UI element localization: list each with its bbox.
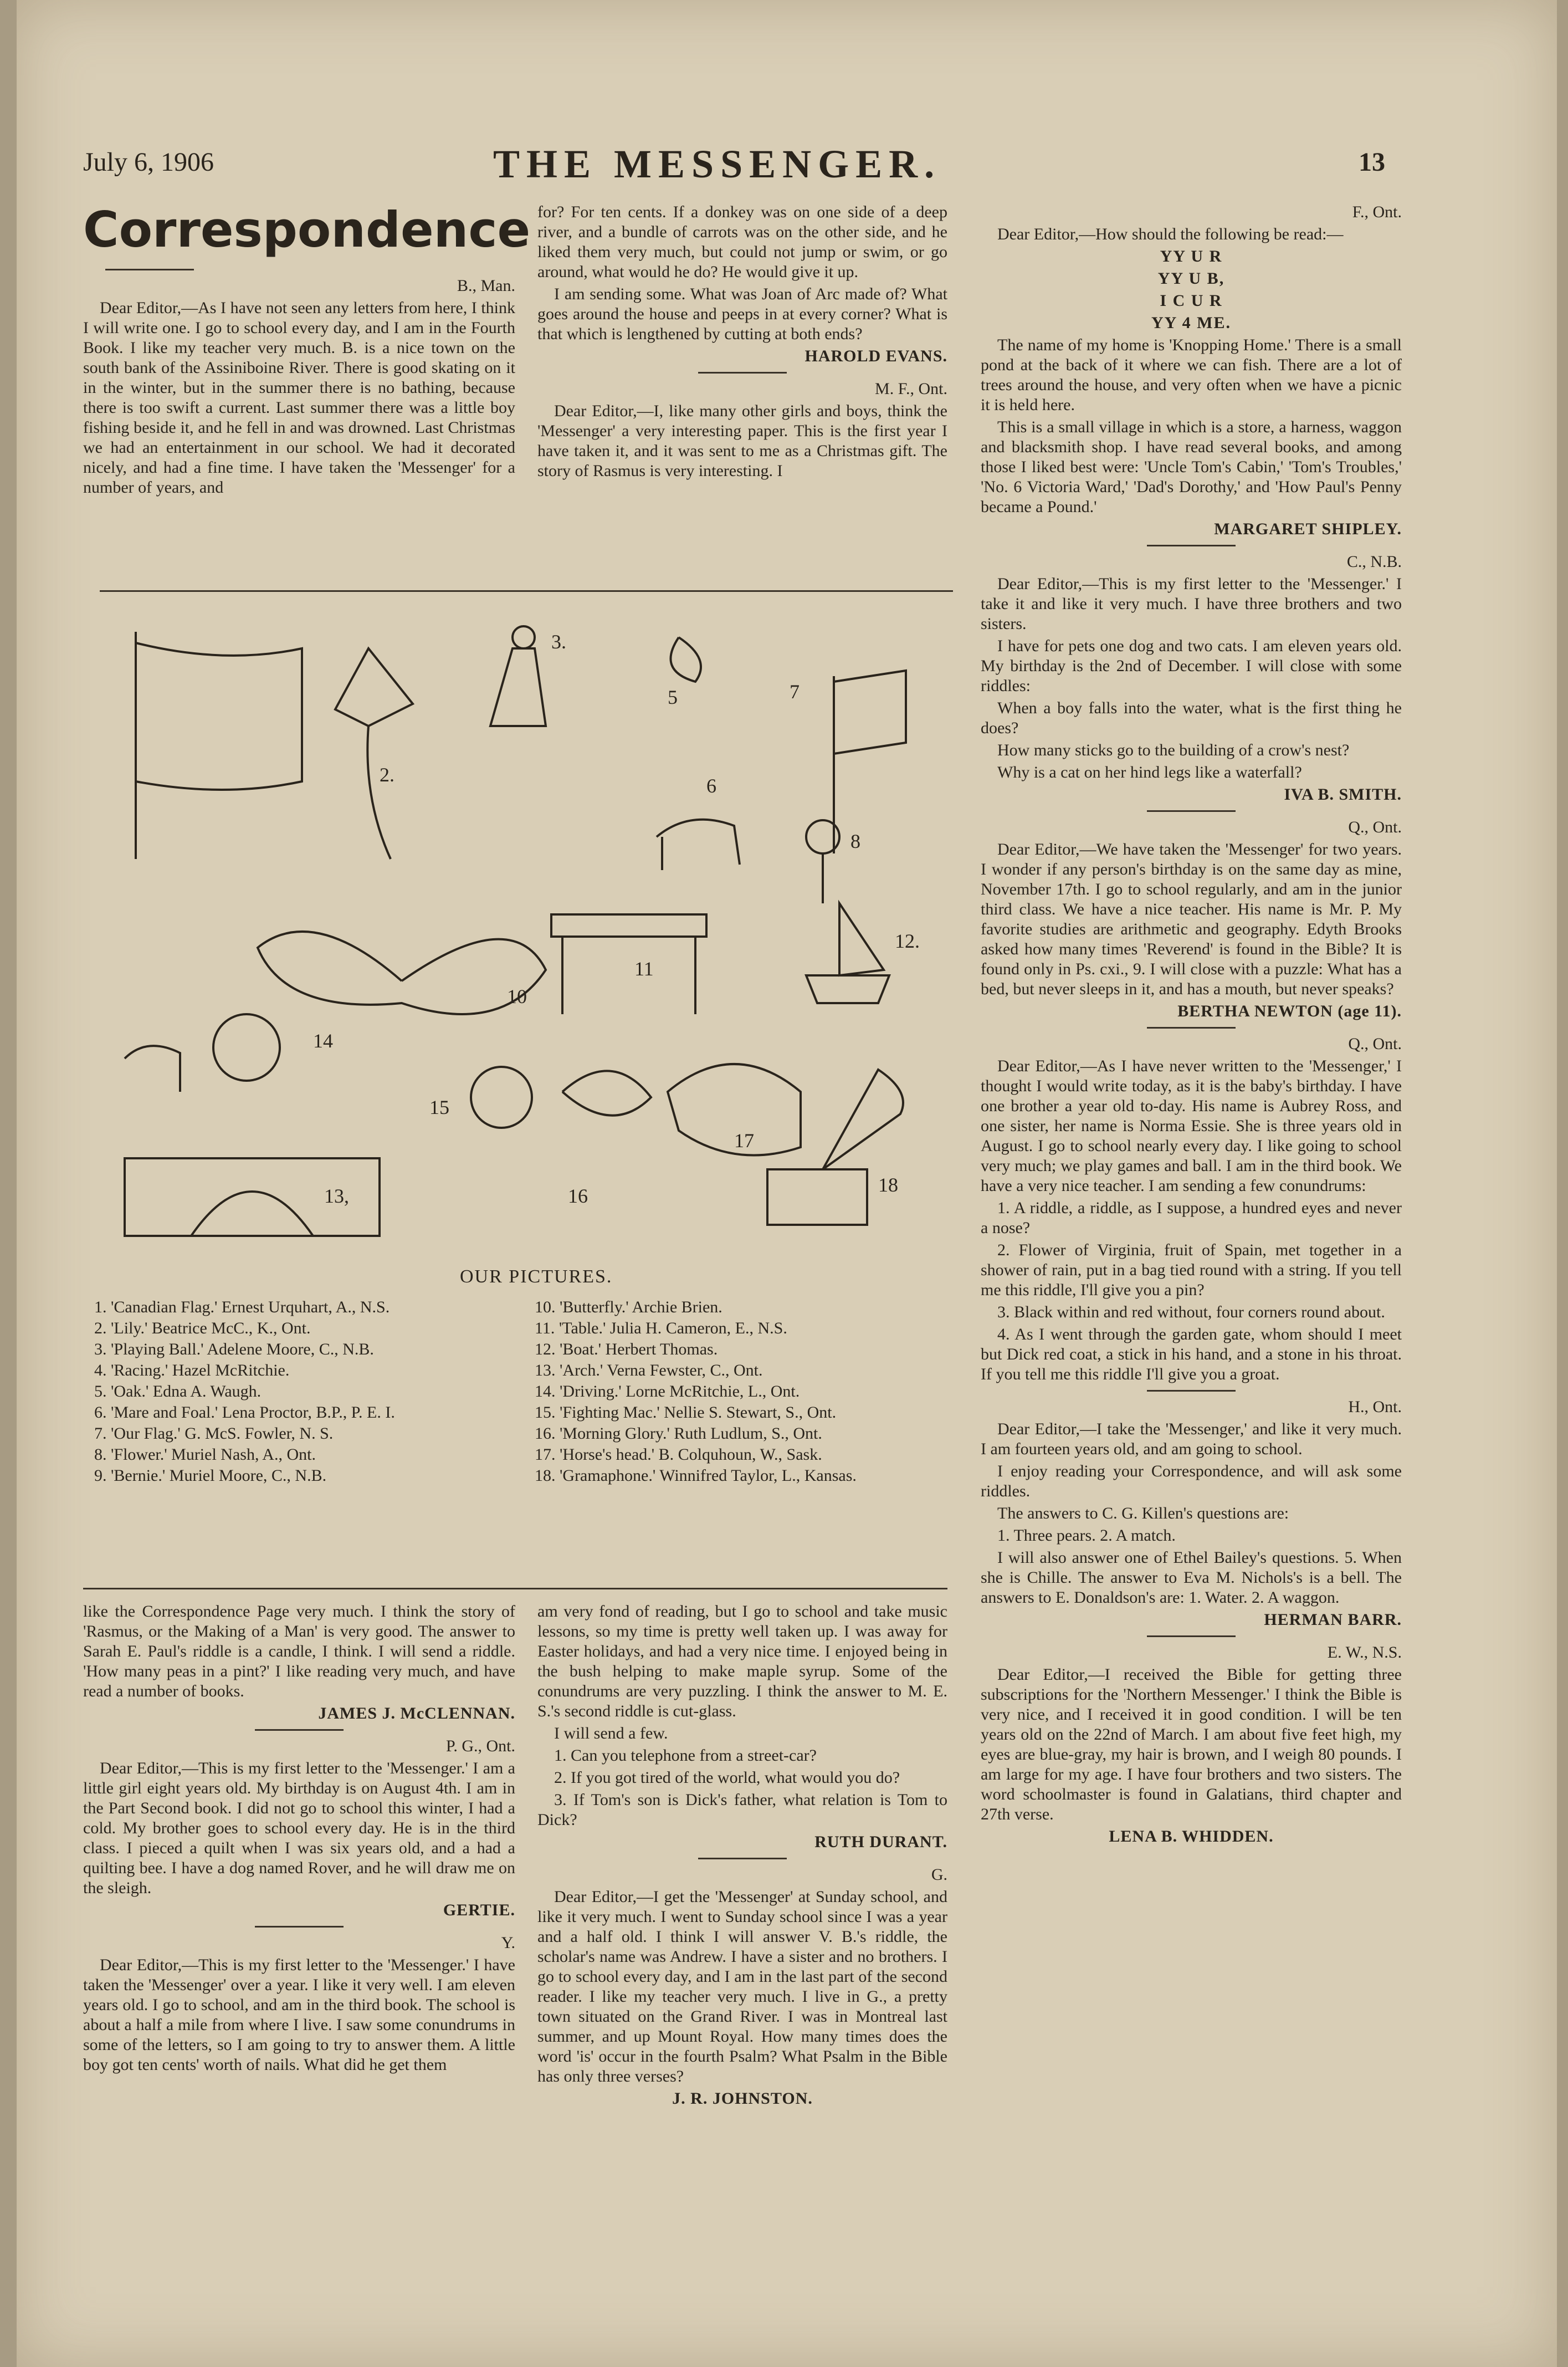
letter-place: H., Ont. — [1348, 1398, 1402, 1416]
letter-body: Dear Editor,—As I have not seen any letters from here, I think I will write one. I go to school every day, and I am in the Fourth Book. I like my teacher very much. B. is a nice town on the south bank of the Assiniboine River. There is good skating on it in the winter, but in the summer there is no bathing, because there is too swift a current. Last summer there was a little boy fishing beside it, and he fell in and was drowned. Last Christmas we had an entertainment in our school. We had it decorated nicely, and had a fine time. I have taken the 'Messenger' for a number of years, and — [83, 299, 515, 497]
picture-number: 3. — [551, 631, 566, 653]
section-heading: Correspondence — [83, 201, 531, 258]
horse-drawing — [125, 1046, 180, 1092]
mare-drawing — [657, 820, 740, 870]
letter-body: Dear Editor,—I take the 'Messenger,' and like it very much. I am fourteen years old, and am going to school. — [981, 1420, 1402, 1458]
riddle-item: 3. If Tom's son is Dick's father, what relation is Tom to Dick? — [537, 1791, 947, 1829]
picture-caption: 9. 'Bernie.' Muriel Moore, C., N.B. — [94, 1466, 327, 1485]
short-rule — [255, 1926, 344, 1928]
picture-number: 14 — [313, 1030, 333, 1052]
letter-body: Dear Editor,—This is my first letter to the 'Messenger.' I am a little girl eight years old. My birthday is on August 4th. I am in the Part Second book. I did not go to school this winter, I had a cold. My brother goes to school every day. He is in the third class. I pieced a quilt when I was six years old, and a had a quilting bee. I have a dog named Rover, and he will draw me on the sleigh. — [83, 1759, 515, 1897]
column-2-top — [537, 202, 947, 483]
girl-head-drawing — [513, 626, 535, 648]
short-rule — [105, 269, 194, 270]
letter-body: am very fond of reading, but I go to school and take music lessons, so my time is pretty well taken up. I was away for Easter holidays, and had a very nice time. I enjoyed being in the bush helping to make maple syrup. Some of the conundrums are very puzzling. I think the answer to M. E. S.'s second riddle is cut-glass. — [537, 1602, 947, 1720]
column-2-bottom — [537, 1602, 947, 2111]
picture-number: 16 — [568, 1185, 588, 1207]
letter-body: Dear Editor,—We have taken the 'Messenger' for two years. I wonder if any person's birthday is on the same day as mine, November 17th. I go to school regularly, and am in the junior third class. We have a nice teacher. His name is Mr. P. My favorite studies are arithmetic and geography. Edyth Brooks asked how many times 'Reverend' is found in the Bible? It is found only in Ps. cxi., 9. I will close with a puzzle: What has a bed, but never sleeps in it, and has a mouth, but never speaks? — [981, 840, 1402, 998]
oak-leaf-drawing — [670, 637, 701, 682]
portrait-drawing — [471, 1067, 532, 1128]
our-flag-drawing — [834, 671, 906, 754]
letter-place: F., Ont. — [1352, 203, 1402, 221]
letter-body: 1. Three pears. 2. A match. — [997, 1526, 1176, 1545]
girl-dress-drawing — [490, 648, 546, 726]
lily-flower-drawing — [335, 648, 413, 726]
issue-date: July 6, 1906 — [83, 147, 214, 177]
short-rule — [1147, 810, 1236, 812]
picture-caption: 8. 'Flower.' Muriel Nash, A., Ont. — [94, 1445, 316, 1464]
picture-caption: 18. 'Gramaphone.' Winnifred Taylor, L., Kansas. — [535, 1466, 857, 1485]
riddle-item: How many sticks go to the building of a crow's nest? — [997, 741, 1350, 759]
cart-wheel-drawing — [213, 1014, 280, 1081]
picture-number: 18 — [878, 1174, 898, 1196]
riddle-item: 3. Black within and red without, four corners round about. — [997, 1303, 1385, 1321]
picture-caption: 13. 'Arch.' Verna Fewster, C., Ont. — [535, 1361, 763, 1379]
table-drawing — [551, 914, 706, 1014]
letter-signature: MARGARET SHIPLEY. — [1214, 520, 1402, 538]
letter-place: E. W., N.S. — [1327, 1643, 1402, 1661]
picture-caption: 5. 'Oak.' Edna A. Waugh. — [94, 1382, 262, 1400]
pictures-title: OUR PICTURES. — [460, 1266, 613, 1287]
picture-number: 2. — [380, 764, 394, 786]
letter-body: I have for pets one dog and two cats. I am eleven years old. My birthday is the 2nd of December. I will close with some riddles: — [981, 637, 1402, 695]
picture-number: 8 — [850, 830, 860, 852]
letter-place: B., Man. — [457, 277, 515, 295]
picture-caption: 2. 'Lily.' Beatrice McC., K., Ont. — [94, 1319, 311, 1337]
picture-caption: 15. 'Fighting Mac.' Nellie S. Stewart, S., Ont. — [535, 1403, 837, 1422]
letter-body: for? For ten cents. If a donkey was on one side of a deep river, and a bundle of carrots was on the other side, and he liked them very much, but could not jump or swim, or go around, what would he do? He would give it up. — [537, 203, 947, 281]
letter-place: Q., Ont. — [1348, 818, 1402, 836]
letter-body: Dear Editor,—This is my first letter to the 'Messenger.' I have taken the 'Messenger' over a year. I like it very well. I am eleven years old. I go to school, and am in the third book. The school is about a half a mile from where I live. I saw some conundrums in some of the letters, so I am going to try to answer them. A little boy got ten cents' worth of nails. What did he get them — [83, 1956, 515, 2074]
picture-number: 10 — [507, 985, 527, 1008]
column-1-top — [83, 201, 531, 500]
short-rule — [1147, 1635, 1236, 1637]
letter-body: Dear Editor,—As I have never written to the 'Messenger,' I thought I would write today, as it is the baby's birthday. I have one brother a year old to-day. His name is Aubrey Ross, and one sister, her name is Norma Essie. She is three years old in August. I go to school nearly every day. I like going to school very much; we play games and ball. I am in the third book. We have a very nice teacher. I am sending a few conundrums: — [981, 1057, 1402, 1195]
picture-number: 17 — [734, 1129, 754, 1152]
letter-body: I will send a few. — [554, 1724, 668, 1742]
boat-drawing — [806, 903, 889, 1003]
picture-number: 13, — [324, 1185, 349, 1207]
riddle-item: 1. A riddle, a riddle, as I suppose, a hundred eyes and never a nose? — [981, 1199, 1402, 1237]
riddle-item: 1. Can you telephone from a street-car? — [554, 1746, 817, 1765]
letter-signature: HAROLD EVANS. — [805, 347, 947, 365]
picture-caption: 1. 'Canadian Flag.' Ernest Urquhart, A., N.S. — [94, 1298, 390, 1316]
riddle-line: YY U B, — [1157, 269, 1225, 288]
letter-signature: J. R. JOHNSTON. — [672, 2089, 813, 2108]
short-rule — [1147, 1027, 1236, 1029]
picture-caption: 7. 'Our Flag.' G. McS. Fowler, N. S. — [94, 1424, 334, 1443]
canadian-flag-drawing — [136, 643, 302, 790]
picture-caption: 16. 'Morning Glory.' Ruth Ludlum, S., Ont. — [535, 1424, 822, 1443]
letter-body: The name of my home is 'Knopping Home.' There is a small pond at the back of it where we can fish. There are a lot of trees around the house, and very often when we have a picnic it is held here. — [981, 336, 1402, 414]
letter-place: C., N.B. — [1346, 553, 1402, 571]
letter-body: I am sending some. What was Joan of Arc made of? What goes around the house and peeps in at every corner? What is that which is lengthened by cutting at both ends? — [537, 285, 947, 343]
picture-caption: 10. 'Butterfly.' Archie Brien. — [535, 1298, 722, 1316]
column-1-bottom — [83, 1602, 515, 2077]
letter-signature: LENA B. WHIDDEN. — [1109, 1827, 1274, 1845]
children-drawings-illustration — [103, 615, 920, 1252]
picture-caption: 17. 'Horse's head.' B. Colquhoun, W., Sask. — [535, 1445, 822, 1464]
letter-body: Dear Editor,—I, like many other girls and boys, think the 'Messenger' a very interesting paper. This is the first year I have taken it, and it was sent to me as a Christmas gift. The story of Rasmus is very interesting. I — [537, 402, 947, 480]
letter-body: I enjoy reading your Correspondence, and will ask some riddles. — [981, 1462, 1402, 1500]
pictures-list-left — [94, 1297, 515, 1486]
letter-signature: RUTH DURANT. — [814, 1833, 947, 1851]
picture-number: 12. — [895, 930, 920, 952]
picture-number: 11 — [634, 958, 654, 980]
letter-signature: IVA B. SMITH. — [1284, 785, 1402, 804]
letter-place: Y. — [501, 1934, 515, 1952]
letter-body: The answers to C. G. Killen's questions are: — [997, 1504, 1289, 1522]
picture-number: 6 — [706, 775, 716, 797]
short-rule — [698, 372, 787, 374]
picture-caption: 14. 'Driving.' Lorne McRitchie, L., Ont. — [535, 1382, 800, 1400]
picture-caption: 3. 'Playing Ball.' Adelene Moore, C., N.B. — [94, 1340, 374, 1358]
letter-body: like the Correspondence Page very much. I think the story of 'Rasmus, or the Making of a Man' is very good. The answer to Sarah E. Paul's riddle is a candle, I think. I will send a riddle. 'How many peas in a pint?' I like reading very much, and have read a number of books. — [83, 1602, 515, 1700]
short-rule — [1147, 545, 1236, 546]
letter-body: Dear Editor,—I get the 'Messenger' at Sunday school, and like it very much. I went to Sunday school since I was a year and a half old. I think I will answer V. B.'s riddle, the scholar's name was Andrew. I have a sister and no brothers. I go to school every day, and I am in the last part of the second reader. I like my teacher very much. I live in G., a pretty town situated on the Grand River. I was in Montreal last summer, and up Mount Royal. How many times does the word 'is' occur in the fourth Psalm? What Psalm in the Bible has only three verses? — [537, 1888, 947, 2085]
short-rule — [1147, 1390, 1236, 1392]
letter-signature: BERTHA NEWTON (age 11). — [1177, 1002, 1402, 1020]
riddle-item: 4. As I went through the garden gate, whom should I meet but Dick red coat, a stick in his hand, and a stone in his throat. If you tell me this riddle I'll give you a groat. — [981, 1325, 1402, 1383]
picture-caption: 4. 'Racing.' Hazel McRitchie. — [94, 1361, 290, 1379]
riddle-item: 2. If you got tired of the world, what would you do? — [554, 1768, 900, 1787]
letter-body: This is a small village in which is a store, a harness, waggon and blacksmith shop. I have read several books, and among those I liked best were: 'Uncle Tom's Cabin,' 'Tom's Troubles,' 'No. 6 Victoria Ward,' 'Dad's Dorothy,' and 'How Paul's Penny became a Pound.' — [981, 418, 1402, 516]
picture-number: 15 — [429, 1096, 449, 1118]
letter-place: M. F., Ont. — [875, 380, 947, 398]
picture-caption: 6. 'Mare and Foal.' Lena Proctor, B.P., P. E. I. — [94, 1403, 395, 1422]
picture-number: 5 — [668, 686, 678, 708]
letter-signature: GERTIE. — [443, 1901, 515, 1919]
letter-signature: HERMAN BARR. — [1264, 1611, 1402, 1629]
riddle-line: YY 4 ME. — [1151, 314, 1232, 332]
riddle-item: When a boy falls into the water, what is the first thing he does? — [981, 699, 1402, 737]
picture-caption: 12. 'Boat.' Herbert Thomas. — [535, 1340, 718, 1358]
letter-place: G. — [931, 1865, 947, 1884]
letter-body: Dear Editor,—How should the following be read:— — [997, 225, 1344, 243]
gramophone-drawing — [767, 1070, 903, 1225]
short-rule — [255, 1729, 344, 1731]
section-divider — [83, 1588, 947, 1589]
riddle-line: YY U R — [1160, 247, 1223, 265]
riddle-line: I C U R — [1160, 292, 1223, 310]
column-3 — [981, 202, 1402, 1849]
riddle-item: 2. Flower of Virginia, fruit of Spain, met together in a shower of rain, put in a bag tied round with a string. If you tell me this riddle, I'll give you a pin? — [981, 1241, 1402, 1299]
masthead-title: THE MESSENGER. — [493, 142, 941, 186]
lily-stem-drawing — [367, 726, 391, 859]
letter-signature: JAMES J. McCLENNAN. — [318, 1704, 515, 1722]
short-rule — [698, 1858, 787, 1859]
morning-glory-drawing — [562, 1071, 651, 1115]
letter-place: P. G., Ont. — [445, 1737, 515, 1755]
letter-place: Q., Ont. — [1348, 1035, 1402, 1053]
picture-caption: 11. 'Table.' Julia H. Cameron, E., N.S. — [535, 1319, 787, 1337]
riddle-item: Why is a cat on her hind legs like a waterfall? — [997, 763, 1302, 781]
page-number: 13 — [1359, 147, 1385, 177]
section-divider — [100, 590, 953, 592]
letter-body: I will also answer one of Ethel Bailey's questions. 5. When she is Chille. The answer to Eva M. Nichols's is a bell. The answers to E. Donaldson's are: 1. Water. 2. A waggon. — [981, 1548, 1402, 1607]
letter-body: Dear Editor,—I received the Bible for getting three subscriptions for the 'Northern Messenger.' I think the Bible is very nice, and I received it in good condition. I will be ten years old on the 22nd of March. I am about five feet high, my eyes are blue-gray, my hair is brown, and I weigh 80 pounds. I am large for my age. I have four brothers and two sisters. The word schoolmaster is found in Galatians, third chapter and 27th verse. — [981, 1665, 1402, 1823]
pictures-list-right — [535, 1297, 956, 1486]
butterfly-drawing — [258, 932, 546, 1014]
page-header — [83, 141, 1385, 191]
letter-body: Dear Editor,—This is my first letter to the 'Messenger.' I take it and like it very much. I have three brothers and two sisters. — [981, 575, 1402, 633]
picture-number: 7 — [790, 681, 800, 703]
newspaper-page — [17, 0, 1557, 2367]
